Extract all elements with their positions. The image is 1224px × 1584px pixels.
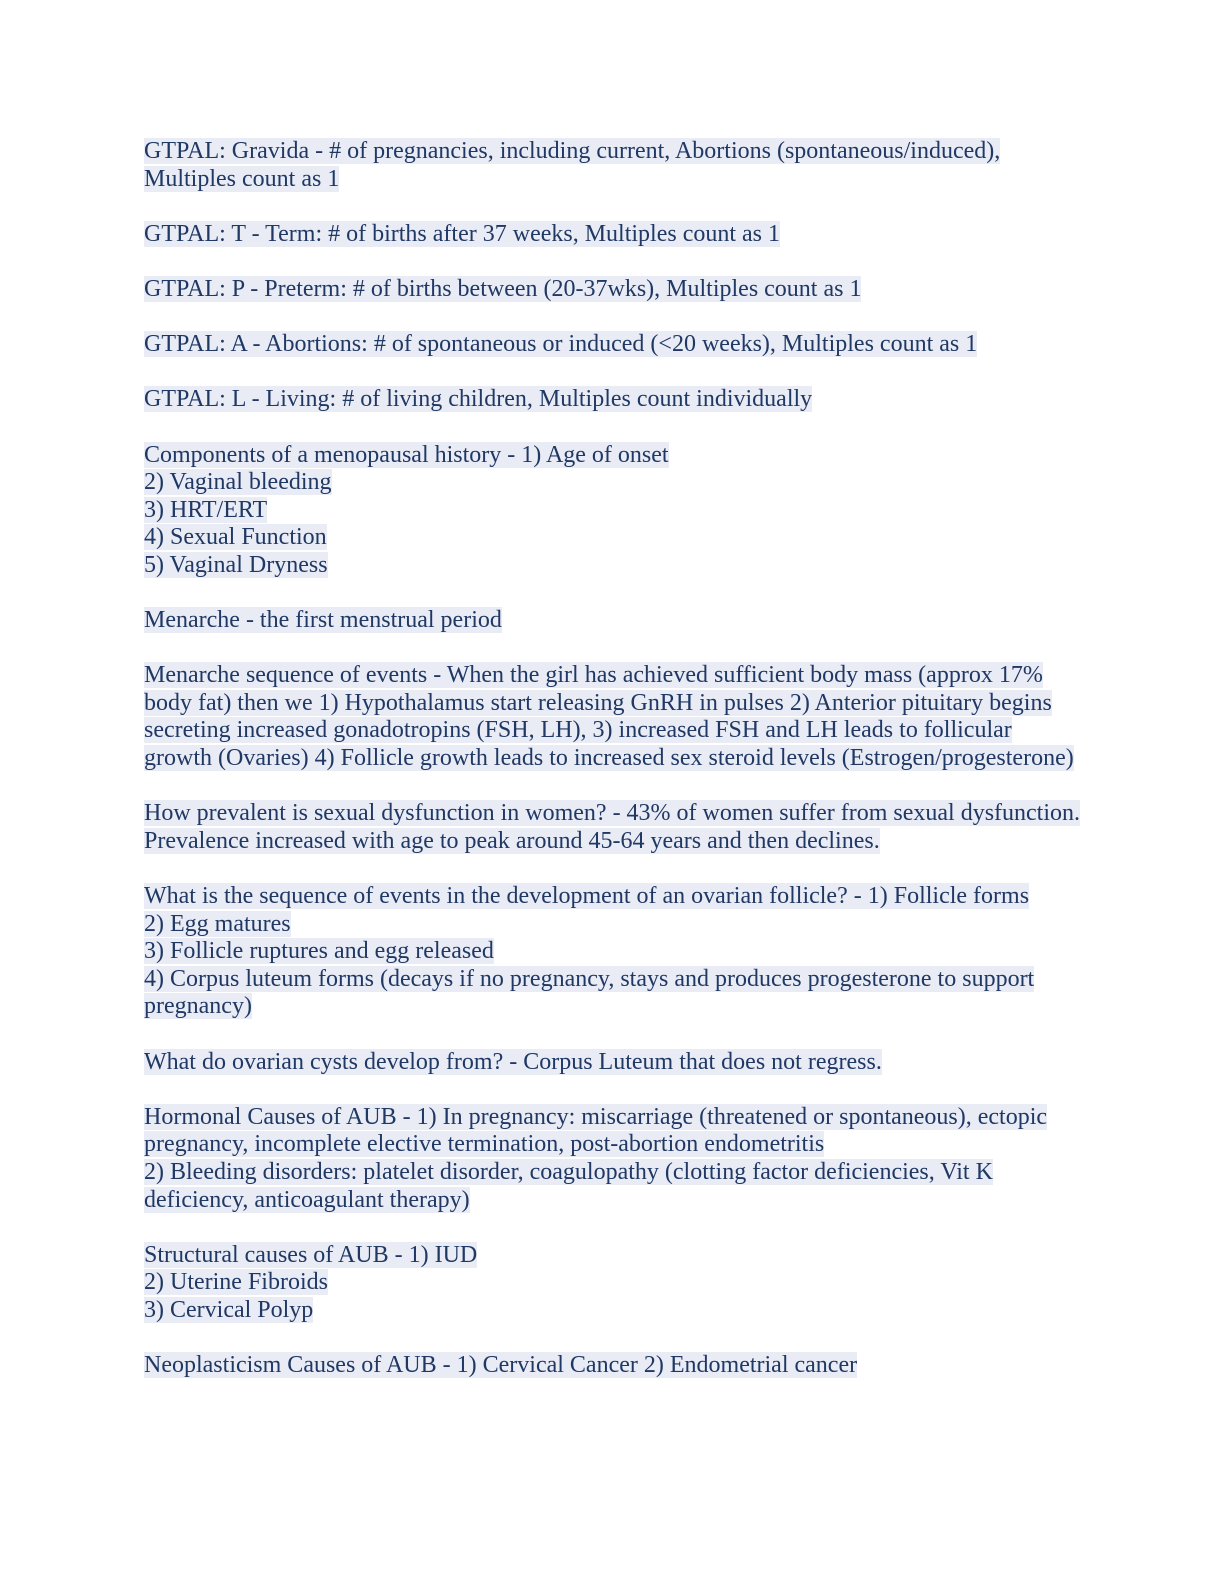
text-line: How prevalent is sexual dysfunction in women? - 43% of women suffer from sexual dysfunction. Prevalence increased with age to peak around 45-64 years and then declines. — [144, 800, 1081, 854]
text-line: 4) Sexual Function — [144, 524, 327, 551]
text-line: What do ovarian cysts develop from? - Corpus Luteum that does not regress. — [144, 1048, 882, 1075]
document-body — [144, 138, 1080, 1380]
text-line: 2) Egg matures — [144, 910, 291, 937]
text-line: 2) Uterine Fibroids — [144, 1269, 328, 1296]
text-line: 3) Cervical Polyp — [144, 1296, 314, 1323]
paragraph — [144, 331, 1080, 359]
text-line: What is the sequence of events in the development of an ovarian follicle? - 1) Follicle forms — [144, 883, 1030, 910]
paragraph — [144, 1104, 1080, 1214]
text-line: GTPAL: T - Term: # of births after 37 weeks, Multiples count as 1 — [144, 220, 781, 247]
paragraph — [144, 138, 1080, 193]
text-line: 3) HRT/ERT — [144, 496, 268, 523]
text-line: 3) Follicle ruptures and egg released — [144, 938, 494, 965]
paragraph — [144, 442, 1080, 580]
text-line: Hormonal Causes of AUB - 1) In pregnancy: miscarriage (threatened or spontaneous), ectopic pregnancy, incomplete elective termination, post-abortion endometritis — [144, 1103, 1048, 1158]
text-line: Components of a menopausal history - 1) Age of onset — [144, 441, 669, 468]
text-line: Neoplasticism Causes of AUB - 1) Cervical Cancer 2) Endometrial cancer — [144, 1352, 858, 1379]
text-line: GTPAL: Gravida - # of pregnancies, including current, Abortions (spontaneous/induced), Multiples count as 1 — [144, 138, 1001, 192]
text-line: 2) Bleeding disorders: platelet disorder, coagulopathy (clotting factor deficiencies, Vit K deficiency, anticoagulant therapy) — [144, 1158, 993, 1213]
paragraph — [144, 800, 1080, 855]
paragraph — [144, 1049, 1080, 1077]
text-line: 5) Vaginal Dryness — [144, 551, 328, 578]
paragraph — [144, 1352, 1080, 1380]
paragraph — [144, 221, 1080, 249]
paragraph — [144, 276, 1080, 304]
text-line: 4) Corpus luteum forms (decays if no pregnancy, stays and produces progesterone to support pregnancy) — [144, 965, 1035, 1020]
paragraph — [144, 386, 1080, 414]
text-line: GTPAL: P - Preterm: # of births between (20-37wks), Multiples count as 1 — [144, 275, 862, 302]
text-line: Menarche sequence of events - When the girl has achieved sufficient body mass (approx 17% body fat) then we 1) Hypothalamus start releasing GnRH in pulses 2) Anterior pituitary begins secreting increased gonadotropins (FSH, LH), 3) increased FSH and LH leads to follicular growth (Ovaries) 4) Follicle growth leads to increased sex steroid levels (Estrogen/progesterone) — [144, 662, 1074, 772]
text-line: GTPAL: A - Abortions: # of spontaneous or induced (<20 weeks), Multiples count as 1 — [144, 331, 978, 358]
paragraph — [144, 883, 1080, 1021]
text-line: Structural causes of AUB - 1) IUD — [144, 1241, 478, 1268]
paragraph — [144, 1242, 1080, 1325]
text-line: GTPAL: L - Living: # of living children, Multiples count individually — [144, 386, 813, 413]
paragraph — [144, 662, 1080, 772]
text-line: 2) Vaginal bleeding — [144, 469, 332, 496]
text-line: Menarche - the first menstrual period — [144, 607, 502, 634]
paragraph — [144, 607, 1080, 635]
